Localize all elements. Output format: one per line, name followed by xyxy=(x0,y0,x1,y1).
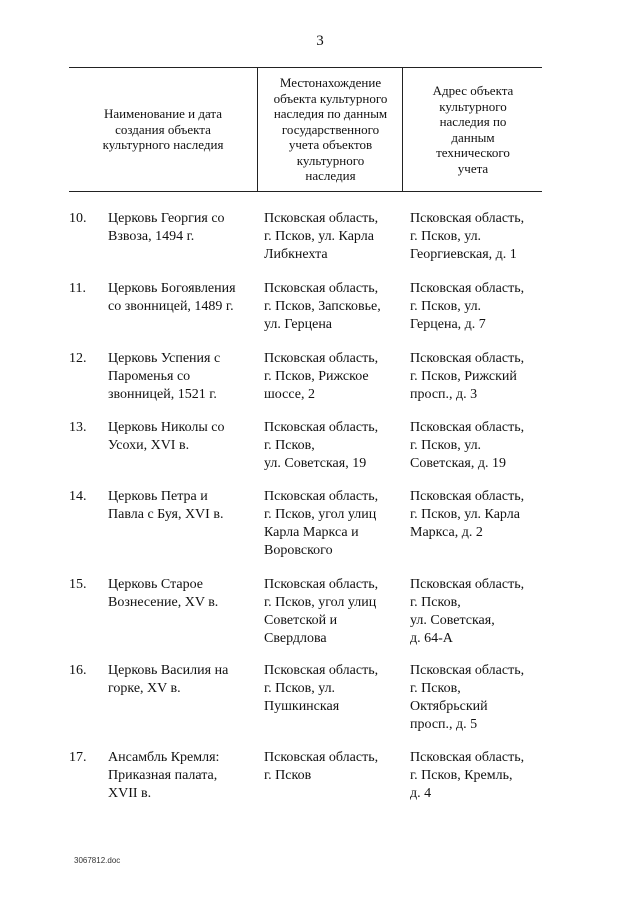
row-name: Церковь Николы со Усохи, XVI в. xyxy=(108,420,225,453)
row-address: Псковская область, г. Псков, ул. Советская, д. 19 xyxy=(410,420,525,471)
row-location: Псковская область, г. Псков, угол улиц Советской и Свердлова xyxy=(264,577,379,646)
row-location: Псковская область, г. Псков, ул. Пушкинская xyxy=(264,663,379,714)
row-name: Церковь Успения с Пароменья со звонницей, 1521 г. xyxy=(108,351,221,402)
page-number: 3 xyxy=(316,33,324,49)
document-filename: 3067812.doc xyxy=(74,856,121,865)
row-name: Церковь Богоявления со звонницей, 1489 г. xyxy=(108,281,236,314)
row-name: Церковь Старое Вознесение, XV в. xyxy=(108,577,219,610)
row-location: Псковская область, г. Псков, угол улиц Карла Маркса и Воровского xyxy=(264,489,379,558)
row-number: 17. xyxy=(69,750,87,765)
row-location: Псковская область, г. Псков, ул. Карла Либкнехта xyxy=(264,211,379,262)
row-number: 14. xyxy=(69,489,87,504)
row-location: Псковская область, г. Псков xyxy=(264,750,379,783)
row-location: Псковская область, г. Псков, ул. Советская, 19 xyxy=(264,420,379,471)
row-number: 10. xyxy=(69,211,87,226)
row-name: Церковь Георгия со Взвоза, 1494 г. xyxy=(108,211,225,244)
header-name-label: Наименование и дата создания объекта культурного наследия xyxy=(102,106,224,153)
row-number: 15. xyxy=(69,577,87,592)
row-address: Псковская область, г. Псков, ул. Георгиевская, д. 1 xyxy=(410,211,525,262)
row-address: Псковская область, г. Псков, ул. Советская, д. 64-А xyxy=(410,577,525,646)
header-location-label: Местонахождение объекта культурного наследия по данным государственного учета объектов культурного наследия xyxy=(273,75,388,184)
row-name: Церковь Василия на горке, XV в. xyxy=(108,663,229,696)
row-number: 16. xyxy=(69,663,87,678)
row-address: Псковская область, г. Псков, ул. Герцена, д. 7 xyxy=(410,281,525,332)
header-address-column xyxy=(402,68,543,191)
row-location: Псковская область, г. Псков, Рижское шоссе, 2 xyxy=(264,351,379,402)
table-header xyxy=(69,67,542,192)
row-name: Церковь Петра и Павла с Буя, XVI в. xyxy=(108,489,224,522)
row-address: Псковская область, г. Псков, Кремль, д. 4 xyxy=(410,750,525,801)
header-address-label: Адрес объекта культурного наследия по данным технического учета xyxy=(432,83,514,176)
row-address: Псковская область, г. Псков, ул. Карла Маркса, д. 2 xyxy=(410,489,525,540)
row-number: 12. xyxy=(69,351,87,366)
row-address: Псковская область, г. Псков, Октябрьский просп., д. 5 xyxy=(410,663,525,732)
row-name: Ансамбль Кремля: Приказная палата, XVII в. xyxy=(108,750,220,801)
row-number: 13. xyxy=(69,420,87,435)
header-name-column xyxy=(69,68,257,191)
row-number: 11. xyxy=(69,281,86,296)
row-address: Псковская область, г. Псков, Рижский просп., д. 3 xyxy=(410,351,525,402)
row-location: Псковская область, г. Псков, Запсковье, ул. Герцена xyxy=(264,281,381,332)
header-location-column xyxy=(257,68,403,191)
